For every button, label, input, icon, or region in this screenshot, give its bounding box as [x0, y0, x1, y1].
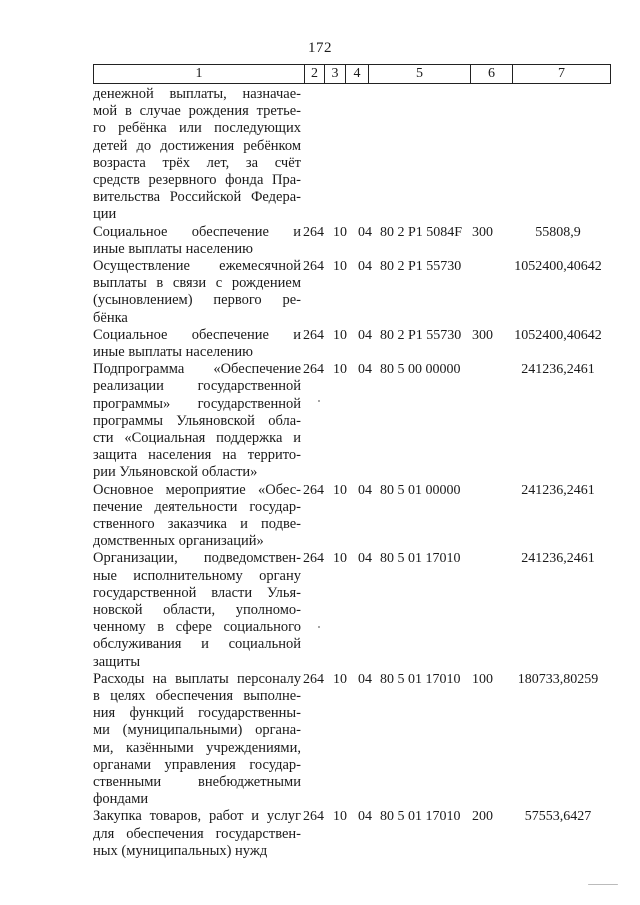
- description-line: Расходы на выплаты персоналу: [93, 670, 301, 687]
- description-line: ми, казёнными учреждениями,: [93, 739, 301, 756]
- page-number: 172: [308, 40, 332, 56]
- org-code: 264: [303, 224, 324, 240]
- header-col-2: 2: [304, 64, 325, 84]
- expense-type-code: 300: [472, 224, 493, 240]
- amount-value: 55808,9: [535, 224, 581, 240]
- amount-value: 1052400,40642: [514, 327, 602, 343]
- description-line: рии Ульяновской области»: [93, 464, 258, 481]
- description-line: го ребёнка или последующих: [93, 120, 301, 137]
- description-line: государственной власти Улья-: [93, 584, 301, 601]
- subsection-code: 04: [358, 224, 372, 240]
- org-code: 264: [303, 482, 324, 498]
- org-code: 264: [303, 327, 324, 343]
- target-article-code: 80 2 P1 5084F: [380, 224, 463, 240]
- row-description: [93, 808, 301, 860]
- row-description: [93, 258, 301, 327]
- expense-type-code: 200: [472, 809, 493, 825]
- description-line: выплаты в связи с рождением: [93, 275, 301, 292]
- description-line: Социальное обеспечение и: [93, 223, 301, 240]
- expense-type-code: 300: [472, 327, 493, 343]
- subsection-code: 04: [358, 362, 372, 378]
- header-col-1: 1: [93, 64, 305, 84]
- scan-speck: [318, 626, 320, 628]
- amount-value: 241236,2461: [521, 362, 595, 378]
- description-line: ния функций государственны-: [93, 705, 301, 722]
- amount-value: 241236,2461: [521, 551, 595, 567]
- amount-value: 57553,6427: [524, 809, 592, 825]
- description-line: сти «Социальная поддержка и: [93, 430, 301, 446]
- description-line: новской области, уполномо-: [93, 602, 301, 618]
- subsection-code: 04: [358, 259, 372, 274]
- row-description: [93, 86, 301, 224]
- description-line: Закупка товаров, работ и услуг: [93, 808, 301, 825]
- subsection-code: 04: [358, 551, 372, 567]
- section-code: 10: [333, 259, 347, 274]
- amount-value: 180733,80259: [517, 671, 599, 687]
- subsection-code: 04: [358, 809, 372, 825]
- header-col-3: 3: [324, 64, 346, 84]
- description-line: ственными внебюджетными: [93, 774, 301, 791]
- description-line: программы Ульяновской обла-: [93, 412, 301, 429]
- header-col-4: 4: [345, 64, 369, 84]
- section-code: 10: [333, 482, 347, 498]
- description-line: обслуживания и социальной: [93, 636, 301, 653]
- description-line: Социальное обеспечение и: [93, 326, 301, 343]
- description-line: печение деятельности государ-: [93, 498, 301, 515]
- header-col-6: 6: [470, 64, 513, 84]
- description-line: ственного заказчика и подве-: [93, 516, 301, 532]
- subsection-code: 04: [358, 671, 372, 687]
- target-article-code: 80 2 P1 55730: [380, 327, 462, 343]
- subsection-code: 04: [358, 327, 372, 343]
- org-code: 264: [303, 551, 324, 567]
- target-article-code: 80 5 01 17010: [380, 809, 461, 825]
- target-article-code: 80 5 01 17010: [380, 551, 461, 567]
- description-line: вительства Российской Федера-: [93, 189, 301, 206]
- description-line: реализации государственной: [93, 378, 301, 395]
- description-line: защиты: [93, 653, 141, 670]
- description-line: фондами: [93, 791, 149, 808]
- header-col-5: 5: [368, 64, 471, 84]
- description-line: мой в случае рождения третье-: [93, 103, 301, 120]
- amount-value: 241236,2461: [521, 482, 595, 498]
- subsection-code: 04: [358, 482, 372, 498]
- target-article-code: 80 2 P1 55730: [380, 259, 462, 274]
- row-description: [93, 361, 301, 481]
- description-line: в целях обеспечения выполне-: [93, 688, 301, 704]
- description-line: Осуществление ежемесячной: [93, 258, 301, 274]
- target-article-code: 80 5 01 00000: [380, 482, 461, 498]
- expense-type-code: 100: [472, 671, 493, 687]
- description-line: программы» государственной: [93, 395, 301, 412]
- description-line: Основное мероприятие «Обес-: [93, 481, 301, 498]
- description-line: иные выплаты населению: [93, 240, 253, 257]
- org-code: 264: [303, 362, 324, 378]
- description-line: (усыновлением) первого ре-: [93, 292, 301, 309]
- description-line: Организации, подведомствен-: [93, 550, 301, 567]
- section-code: 10: [333, 551, 347, 567]
- org-code: 264: [303, 671, 324, 687]
- org-code: 264: [303, 259, 324, 274]
- row-description: [93, 671, 301, 809]
- row-description: [93, 327, 301, 361]
- description-line: ми (муниципальными) органа-: [93, 722, 301, 739]
- section-code: 10: [333, 362, 347, 378]
- row-description: [93, 550, 301, 670]
- section-code: 10: [333, 327, 347, 343]
- description-line: средств резервного фонда Пра-: [93, 172, 301, 189]
- row-description: [93, 224, 301, 258]
- description-line: для обеспечения государствен-: [93, 825, 301, 842]
- description-line: ции: [93, 206, 117, 223]
- scan-speck: [318, 400, 320, 402]
- description-line: органами управления государ-: [93, 756, 301, 773]
- description-line: бёнка: [93, 309, 128, 326]
- description-line: иные выплаты населению: [93, 344, 253, 360]
- description-line: ных (муниципальных) нужд: [93, 842, 268, 859]
- target-article-code: 80 5 00 00000: [380, 362, 461, 378]
- section-code: 10: [333, 224, 347, 240]
- table-header: [93, 64, 611, 84]
- description-line: домственных организаций»: [93, 533, 264, 550]
- description-line: денежной выплаты, назначае-: [93, 86, 301, 102]
- org-code: 264: [303, 809, 324, 825]
- section-code: 10: [333, 809, 347, 825]
- description-line: возраста трёх лет, за счёт: [93, 154, 301, 171]
- description-line: ные исполнительному органу: [93, 567, 301, 584]
- scan-speck: [588, 884, 618, 885]
- description-line: защита населения на террито-: [93, 447, 301, 464]
- section-code: 10: [333, 671, 347, 687]
- header-col-7: 7: [512, 64, 611, 84]
- description-line: ченному в сфере социального: [93, 619, 301, 636]
- target-article-code: 80 5 01 17010: [380, 671, 461, 687]
- row-description: [93, 482, 301, 551]
- amount-value: 1052400,40642: [514, 259, 602, 274]
- description-line: Подпрограмма «Обеспечение: [93, 361, 301, 378]
- description-line: детей до достижения ребёнком: [93, 137, 301, 154]
